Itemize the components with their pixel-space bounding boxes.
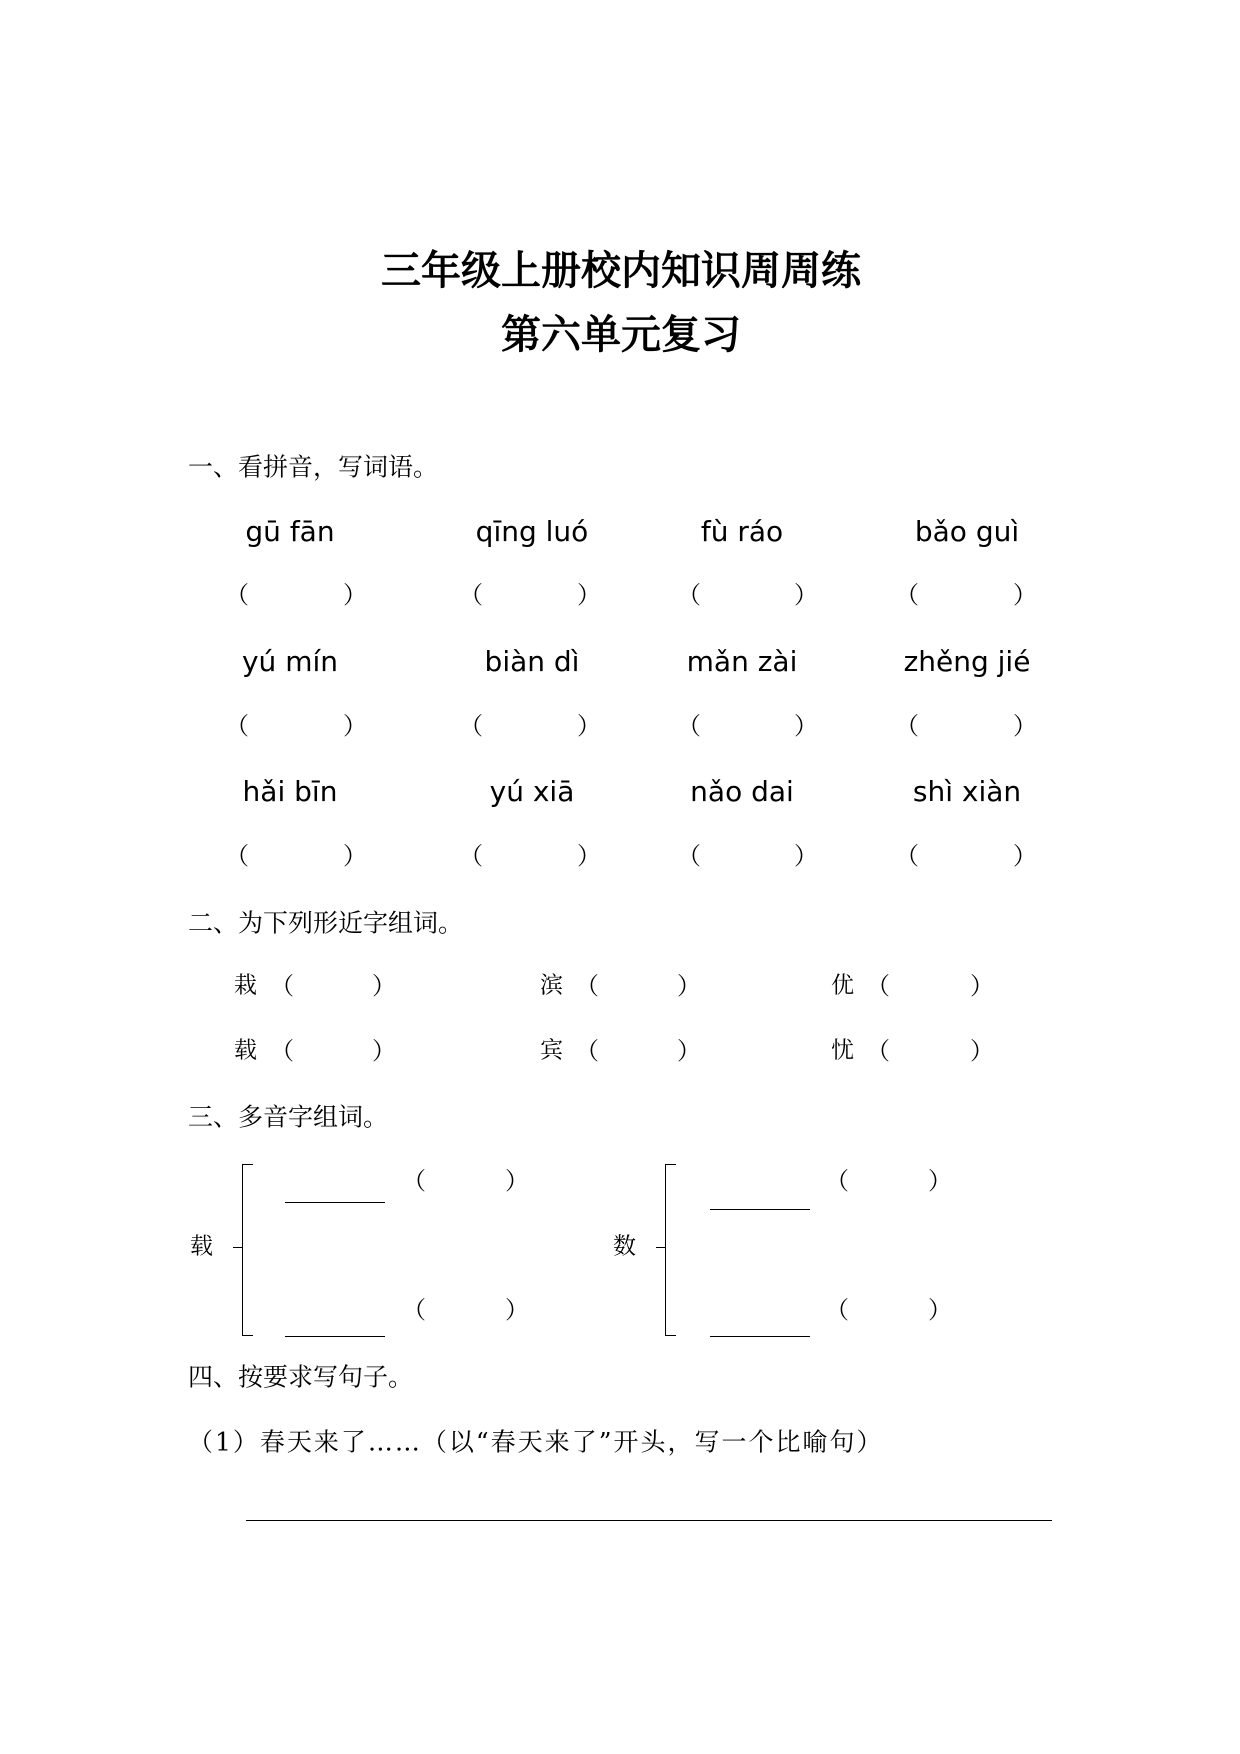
answer-blank[interactable] [710, 1209, 810, 1210]
answer-blank[interactable] [285, 1336, 385, 1337]
answer-paren-open[interactable]: （ [459, 712, 483, 740]
section1-heading: 一、看拼音，写词语。 [188, 452, 439, 482]
answer-paren-close[interactable]: ） [343, 581, 367, 609]
answer-paren-open[interactable]: （ [575, 972, 599, 1000]
answer-paren-open[interactable]: （ [459, 842, 483, 870]
pinyin-word: nǎo dai [690, 775, 794, 808]
similar-char: 载 [234, 1037, 257, 1064]
answer-paren-open[interactable]: （ [895, 712, 919, 740]
answer-paren-close[interactable]: ） [970, 972, 994, 1000]
answer-paren-open[interactable]: （ [895, 581, 919, 609]
section4-heading: 四、按要求写句子。 [188, 1362, 414, 1392]
similar-char: 优 [831, 972, 854, 999]
answer-paren-close[interactable]: ） [577, 712, 601, 740]
brace [665, 1164, 676, 1336]
answer-paren-open[interactable]: （ [225, 712, 249, 740]
answer-paren-close[interactable]: ） [343, 712, 367, 740]
answer-paren-close[interactable]: ） [372, 972, 396, 1000]
pinyin-word: gū fān [245, 515, 335, 548]
pinyin-word: zhěng jié [903, 645, 1031, 678]
pinyin-word: bǎo guì [914, 515, 1020, 548]
answer-paren-open[interactable]: （ [677, 581, 701, 609]
answer-paren-close[interactable]: ） [677, 972, 701, 1000]
pinyin-paren-open[interactable]: （ [825, 1296, 849, 1324]
answer-paren-open[interactable]: （ [895, 842, 919, 870]
answer-paren-open[interactable]: （ [677, 712, 701, 740]
title-line-1: 三年级上册校内知识周周练 [381, 248, 861, 294]
answer-paren-open[interactable]: （ [866, 972, 890, 1000]
polyphone-char: 数 [613, 1233, 636, 1260]
answer-paren-close[interactable]: ） [343, 842, 367, 870]
pinyin-word: hǎi bīn [242, 775, 338, 808]
answer-blank[interactable] [710, 1336, 810, 1337]
brace-tip [233, 1247, 242, 1248]
similar-char: 宾 [540, 1037, 563, 1064]
polyphone-char: 载 [190, 1233, 213, 1260]
pinyin-word: shì xiàn [912, 775, 1022, 808]
answer-paren-close[interactable]: ） [372, 1037, 396, 1065]
section3-heading: 三、多音字组词。 [188, 1102, 389, 1132]
section2-heading: 二、为下列形近字组词。 [188, 908, 464, 938]
answer-blank[interactable] [285, 1202, 385, 1203]
title-line-2: 第六单元复习 [501, 312, 741, 358]
similar-char: 滨 [540, 972, 563, 999]
brace [242, 1164, 253, 1336]
pinyin-word: mǎn zài [686, 645, 798, 678]
pinyin-word: qīng luó [475, 515, 589, 548]
answer-paren-open[interactable]: （ [270, 972, 294, 1000]
answer-paren-close[interactable]: ） [794, 712, 818, 740]
pinyin-paren-close[interactable]: ） [928, 1167, 952, 1195]
answer-paren-open[interactable]: （ [575, 1037, 599, 1065]
answer-paren-open[interactable]: （ [677, 842, 701, 870]
similar-char: 忧 [831, 1037, 854, 1064]
answer-paren-open[interactable]: （ [225, 842, 249, 870]
answer-paren-open[interactable]: （ [866, 1037, 890, 1065]
answer-paren-close[interactable]: ） [970, 1037, 994, 1065]
pinyin-word: fù ráo [700, 515, 784, 548]
answer-paren-close[interactable]: ） [577, 842, 601, 870]
answer-paren-close[interactable]: ） [794, 842, 818, 870]
pinyin-paren-open[interactable]: （ [825, 1167, 849, 1195]
pinyin-paren-close[interactable]: ） [505, 1167, 529, 1195]
pinyin-word: biàn dì [484, 645, 580, 678]
answer-paren-open[interactable]: （ [270, 1037, 294, 1065]
pinyin-paren-open[interactable]: （ [402, 1167, 426, 1195]
answer-paren-open[interactable]: （ [225, 581, 249, 609]
answer-paren-open[interactable]: （ [459, 581, 483, 609]
answer-paren-close[interactable]: ） [577, 581, 601, 609]
brace-tip [656, 1247, 665, 1248]
pinyin-word: yú xiā [489, 775, 575, 808]
answer-paren-close[interactable]: ） [1013, 842, 1037, 870]
question-1: （1）春天来了……（以“春天来了”开头，写一个比喻句） [188, 1427, 884, 1457]
answer-paren-close[interactable]: ） [794, 581, 818, 609]
answer-line[interactable] [246, 1520, 1052, 1521]
answer-paren-close[interactable]: ） [1013, 712, 1037, 740]
pinyin-paren-close[interactable]: ） [928, 1296, 952, 1324]
pinyin-paren-close[interactable]: ） [505, 1296, 529, 1324]
answer-paren-close[interactable]: ） [677, 1037, 701, 1065]
pinyin-paren-open[interactable]: （ [402, 1296, 426, 1324]
answer-paren-close[interactable]: ） [1013, 581, 1037, 609]
similar-char: 栽 [234, 972, 257, 999]
pinyin-word: yú mín [241, 645, 339, 678]
